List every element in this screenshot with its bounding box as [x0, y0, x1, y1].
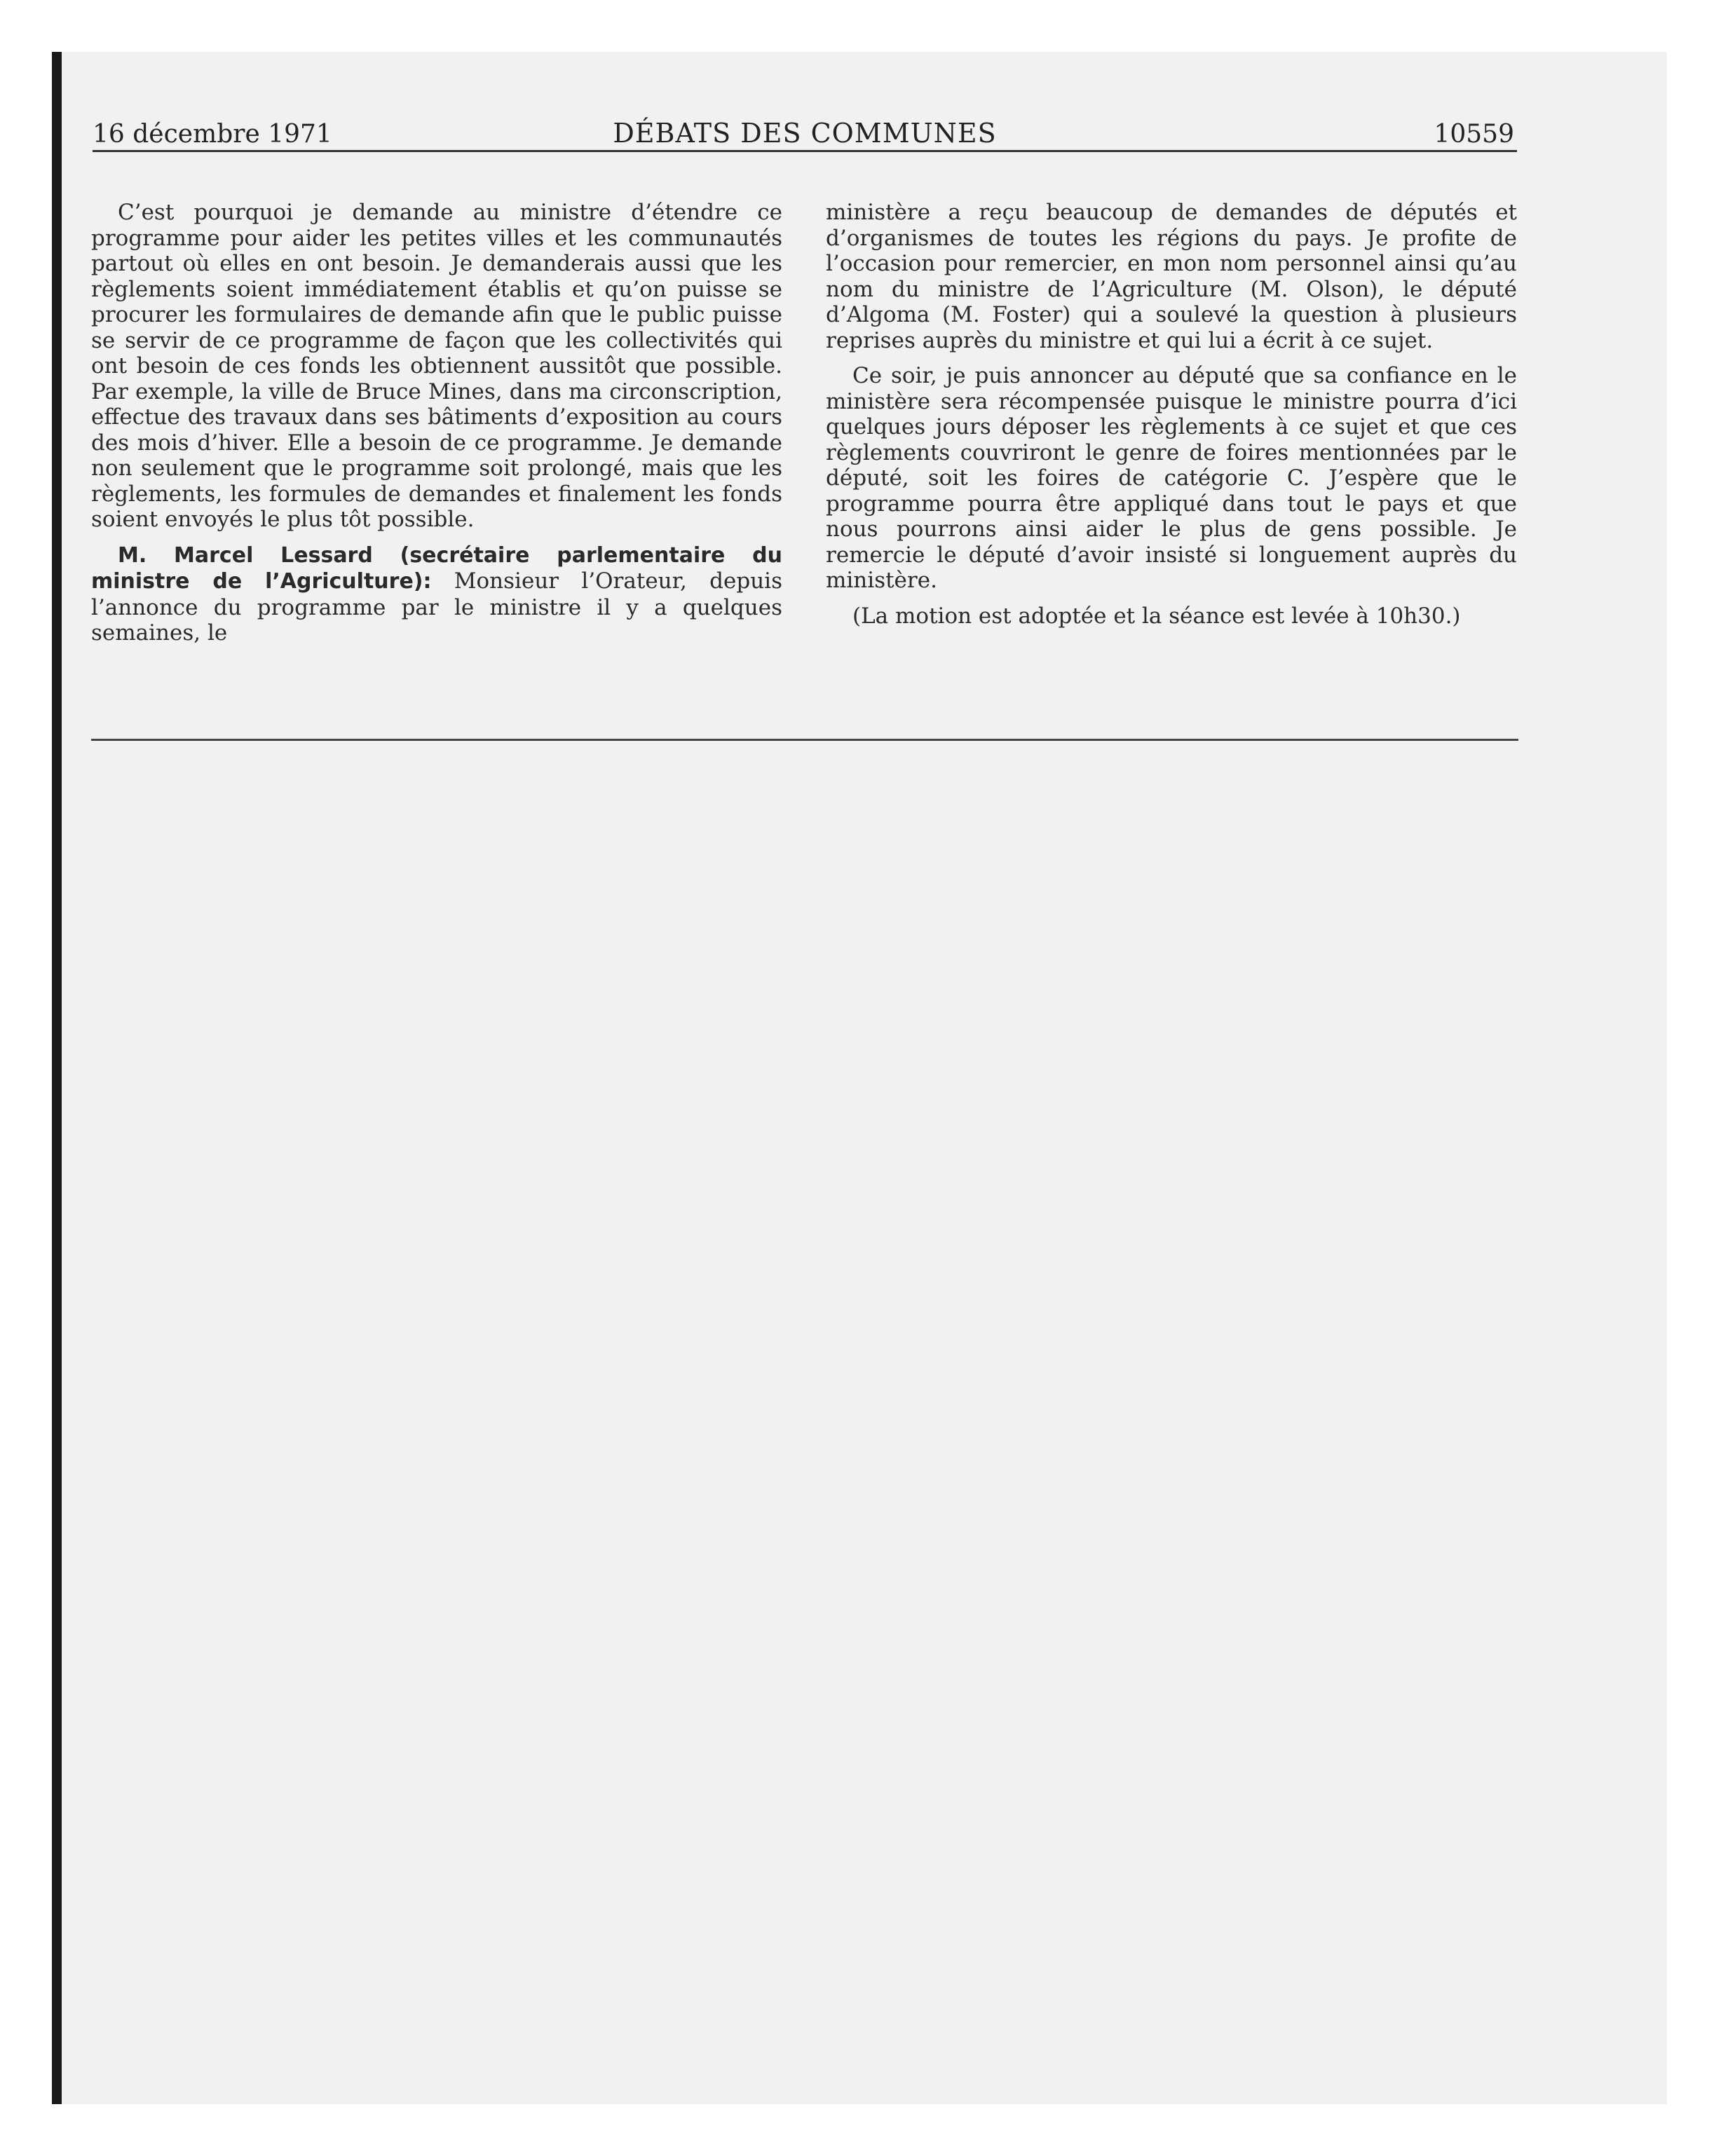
header-title: DÉBATS DES COMMUNES — [613, 118, 997, 149]
speech-text: Monsieur l’Orateur, depuis l’annonce du programme par le ministre il y a quelques semaines, le — [91, 568, 782, 646]
left-paragraph-1: C’est pourquoi je demande au ministre d’étendre ce programme pour aider les petites villes et les communautés partout où elles en ont besoin. Je demanderais aussi que les règlements soient immédiatement établis et qu’on puisse se procurer les formulaires de demande afin que le public puisse se servir de ce programme de façon que les collectivités qui ont besoin de ces fonds les obtiennent aussitôt que possible. Par exemple, la ville de Bruce Mines, dans ma circonscription, effectue des travaux dans ses bâtiments d’exposition au cours des mois d’hiver. Elle a besoin de ce programme. Je demande non seulement que le programme soit prolongé, mais que les règlements, les formules de demandes et finalement les fonds soient envoyés le plus tôt possible. — [91, 200, 782, 532]
header-page-number: 10559 — [1434, 120, 1514, 149]
left-paragraph-2 — [91, 543, 782, 646]
speaker-name: M. Marcel Lessard (secrétaire parlementaire du ministre de l’Agriculture): — [91, 543, 782, 594]
section-divider — [91, 739, 1518, 741]
page-header — [93, 108, 1517, 152]
right-paragraph-2: Ce soir, je puis annoncer au député que sa confiance en le ministère sera récompensée puisque le ministre pourra d’ici quelques jours déposer les règlements à ce sujet et que ces règlements couvriront le genre de foires mentionnées par le député, soit les foires de catégorie C. J’espère que le programme pourra être appliqué dans tout le pays et que nous pourrons ainsi aider le plus de gens possible. Je remercie le député d’avoir insisté si longuement auprès du ministère. — [826, 363, 1517, 593]
left-column — [91, 200, 782, 656]
right-column — [826, 200, 1517, 639]
closing-note: (La motion est adoptée et la séance est levée à 10h30.) — [852, 603, 1461, 629]
scan-edge-bar — [52, 52, 62, 2104]
right-paragraph-1: ministère a reçu beaucoup de demandes de députés et d’organismes de toutes les régions du pays. Je profite de l’occasion pour remercier, en mon nom personnel ainsi qu’au nom du ministre de l’Agriculture (M. Olson), le député d’Algoma (M. Foster) qui a soulevé la question à plusieurs reprises auprès du ministre et qui lui a écrit à ce sujet. — [826, 200, 1517, 353]
header-date: 16 décembre 1971 — [93, 120, 332, 149]
